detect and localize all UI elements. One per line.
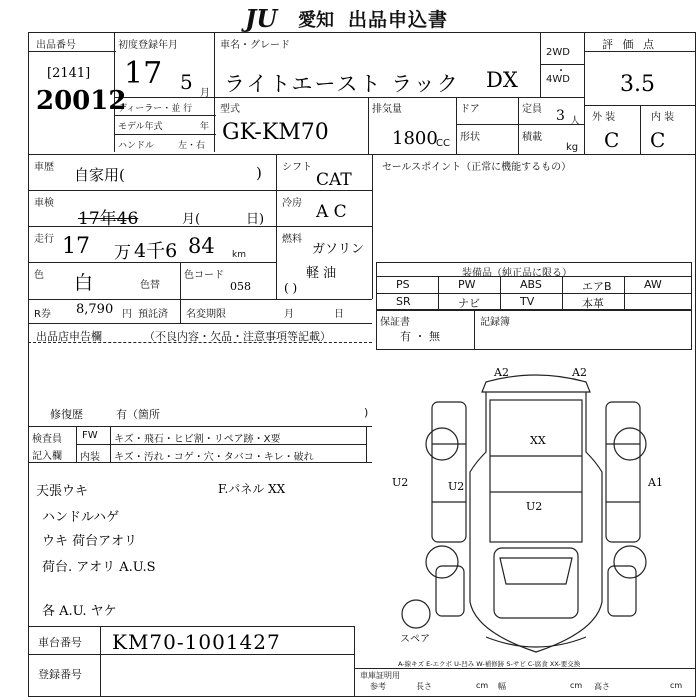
diagram-label-xx: XX bbox=[530, 434, 546, 447]
diagram-label-a2-right: A2 bbox=[572, 366, 587, 379]
load-label: 積載 bbox=[522, 132, 542, 143]
mileage-b: 4千6 bbox=[134, 240, 178, 262]
warranty-label: 保証書 bbox=[380, 317, 410, 328]
shift-value: CAT bbox=[316, 170, 352, 190]
wheel-rl bbox=[426, 546, 458, 578]
color-code: 058 bbox=[230, 280, 251, 293]
capacity-label: 定員 bbox=[522, 104, 542, 115]
inspection-value: 17年46 bbox=[78, 209, 139, 229]
recycle-label: R券 bbox=[34, 309, 51, 320]
handle-value: 左・右 bbox=[178, 141, 206, 151]
car-label: 車名・グレード bbox=[220, 40, 290, 51]
recycle-yen: 円 bbox=[122, 309, 132, 320]
registration-month-unit: 月 bbox=[200, 88, 210, 99]
checker-fw: FW bbox=[82, 430, 98, 441]
drive-4wd: 4WD bbox=[546, 74, 570, 85]
rating-int-label: 内 装 bbox=[651, 112, 675, 123]
transfer-month: 月 bbox=[284, 309, 294, 320]
cert-label: 車庫証明用 bbox=[360, 671, 400, 680]
note-1: 天張ウキ bbox=[36, 484, 89, 499]
drive-2wd: 2WD bbox=[546, 47, 570, 58]
car-name: ライトエースト ラック bbox=[224, 72, 460, 96]
note-2: ハンドルハゲ bbox=[42, 510, 120, 525]
history-label: 車歴 bbox=[34, 162, 54, 173]
recycle-value: 8,790 bbox=[76, 302, 114, 317]
handle-label: ハンドル bbox=[118, 141, 155, 151]
equipment-row2-3: TV bbox=[520, 295, 535, 308]
lot-label: 出品番号 bbox=[36, 40, 76, 51]
wheel-rr bbox=[614, 546, 646, 578]
report-note: （不良内容・欠品・注意事項等記載） bbox=[144, 330, 331, 343]
note-4: F.パネル XX bbox=[218, 482, 286, 496]
dealer-label: ディーラー・並 行 bbox=[118, 104, 193, 114]
mileage-man: 万 bbox=[114, 243, 131, 263]
checker-ni-items: キズ・汚れ・コゲ・穴・タバコ・キレ・破れ bbox=[114, 452, 314, 463]
mileage-unit: km bbox=[232, 250, 246, 260]
rating-score: 3.5 bbox=[620, 72, 655, 97]
damage-legend: A-線キズ E-エクボ U-凹み W-補修跡 S-サビ C-腐食 XX-要交換 bbox=[398, 660, 581, 668]
inspection-unit: 月( bbox=[182, 212, 201, 227]
door-label: ドア bbox=[460, 104, 480, 115]
cert-length: 長さ bbox=[416, 682, 432, 691]
aircon-value: A C bbox=[316, 202, 347, 222]
transfer-label: 名変期限 bbox=[186, 309, 226, 320]
cert-ref: 参考 bbox=[370, 682, 386, 691]
equipment-2: PW bbox=[458, 278, 476, 291]
bed bbox=[490, 400, 582, 542]
checker-fw-items: キズ・飛石・ヒビ割・リペア跡・X要 bbox=[114, 434, 281, 445]
note-5: 荷台. アオリ A.U.S bbox=[42, 560, 156, 575]
right-side bbox=[606, 402, 640, 542]
lot-bracket: [2141] bbox=[47, 66, 91, 81]
equipment-4: エアB bbox=[582, 280, 612, 293]
history-value: 自家用( bbox=[74, 166, 125, 184]
shape-label: 形状 bbox=[460, 132, 480, 143]
capacity-value: 3 bbox=[556, 108, 565, 124]
aircon-label: 冷房 bbox=[282, 198, 302, 209]
rating-int: C bbox=[650, 128, 666, 152]
rating-label: 評 価 点 bbox=[602, 38, 657, 51]
repair-label: 修復歴 bbox=[50, 408, 83, 421]
checker-ni: 内装 bbox=[80, 452, 100, 463]
cert-width-unit: cm bbox=[570, 681, 583, 690]
spare-label: スペア bbox=[400, 634, 430, 645]
report-label: 出品店申告欄 bbox=[36, 330, 102, 343]
diagram-label-a2-left: A2 bbox=[494, 366, 509, 379]
transfer-day: 日 bbox=[334, 309, 344, 320]
equipment-1: PS bbox=[396, 278, 410, 291]
mileage-a: 17 bbox=[62, 234, 90, 259]
model-label: 型式 bbox=[220, 104, 240, 115]
warranty-value: 有 ・ 無 bbox=[400, 330, 440, 343]
fuel-paren: ( ) bbox=[284, 281, 298, 295]
load-unit: kg bbox=[566, 142, 579, 153]
equipment-title: 装備品（純正品に限る） bbox=[462, 268, 572, 279]
capacity-unit: 人 bbox=[570, 116, 580, 127]
recycle-deposit: 預託済 bbox=[138, 309, 168, 320]
checker-label-1: 検査員 bbox=[32, 434, 62, 445]
sales-label: セールスポイント（正常に機能するもの） bbox=[382, 162, 572, 173]
cert-length-unit: cm bbox=[476, 681, 489, 690]
cert-width: 幅 bbox=[498, 682, 506, 691]
registration-label: 初度登録年月 bbox=[118, 40, 178, 51]
model-year-label: モデル年式 bbox=[118, 122, 163, 132]
note-6: 各 A.U. ヤケ bbox=[42, 604, 117, 619]
diagram-label-u2-center: U2 bbox=[526, 500, 543, 513]
inspection-label: 車検 bbox=[34, 198, 54, 209]
left-side bbox=[432, 402, 466, 542]
lot-number: 20012 bbox=[36, 86, 127, 116]
reg-no-label: 登録番号 bbox=[38, 668, 82, 681]
spare-tire bbox=[402, 600, 430, 628]
repair-value: 有（箇所 bbox=[116, 408, 160, 421]
front-bumper bbox=[486, 637, 586, 647]
car-grade: DX bbox=[486, 68, 518, 92]
history-close: ) bbox=[256, 164, 262, 182]
org-name: 愛知 bbox=[298, 10, 334, 31]
model-year-unit: 年 bbox=[200, 122, 210, 132]
model-value: GK-KM70 bbox=[222, 120, 329, 145]
note-3: ウキ 荷台アオリ bbox=[42, 534, 138, 549]
diagram-label-u2-bed: U2 bbox=[448, 480, 465, 493]
rating-ext-label: 外 装 bbox=[592, 112, 616, 123]
shift-label: シフト bbox=[282, 162, 312, 173]
repair-close: ) bbox=[364, 406, 369, 419]
fuel-gas: ガソリン bbox=[312, 242, 365, 257]
drive-sep: ・ bbox=[556, 66, 566, 77]
form-title: 出品申込書 bbox=[348, 9, 449, 31]
equipment-row2-4: 本革 bbox=[582, 297, 604, 310]
equipment-5: AW bbox=[644, 278, 662, 291]
inspection-day: 日) bbox=[246, 212, 265, 227]
registration-year: 17 bbox=[124, 56, 163, 91]
fuel-diesel: 軽 油 bbox=[306, 266, 337, 281]
color-code-label: 色コード bbox=[184, 270, 224, 281]
diagram-label-u2-left: U2 bbox=[392, 476, 409, 489]
equipment-row2-2: ナビ bbox=[458, 297, 480, 310]
displacement-label: 排気量 bbox=[372, 104, 402, 115]
color-value: 白 bbox=[74, 272, 94, 294]
record-label: 記録簿 bbox=[480, 317, 510, 328]
rating-ext: C bbox=[604, 128, 620, 152]
cert-height-unit: cm bbox=[670, 681, 683, 690]
checker-label-2: 記入欄 bbox=[32, 451, 62, 462]
cert-height: 高さ bbox=[594, 682, 610, 691]
displacement-value: 1800 bbox=[392, 128, 438, 149]
displacement-unit: CC bbox=[436, 138, 450, 149]
color-label: 色 bbox=[34, 270, 44, 281]
logo: JU bbox=[245, 4, 278, 33]
equipment-row2-1: SR bbox=[396, 295, 411, 308]
registration-month: 5 bbox=[180, 70, 193, 94]
chassis-label: 車台番号 bbox=[38, 636, 82, 649]
equipment-3: ABS bbox=[520, 278, 542, 291]
chassis-value: KM70-1001427 bbox=[112, 630, 281, 654]
mileage-c: 84 bbox=[188, 234, 215, 258]
fuel-label: 燃料 bbox=[282, 234, 302, 245]
color-change-label: 色替 bbox=[140, 280, 160, 291]
mileage-label: 走行 bbox=[34, 234, 54, 245]
diagram-label-a1: A1 bbox=[648, 476, 663, 489]
